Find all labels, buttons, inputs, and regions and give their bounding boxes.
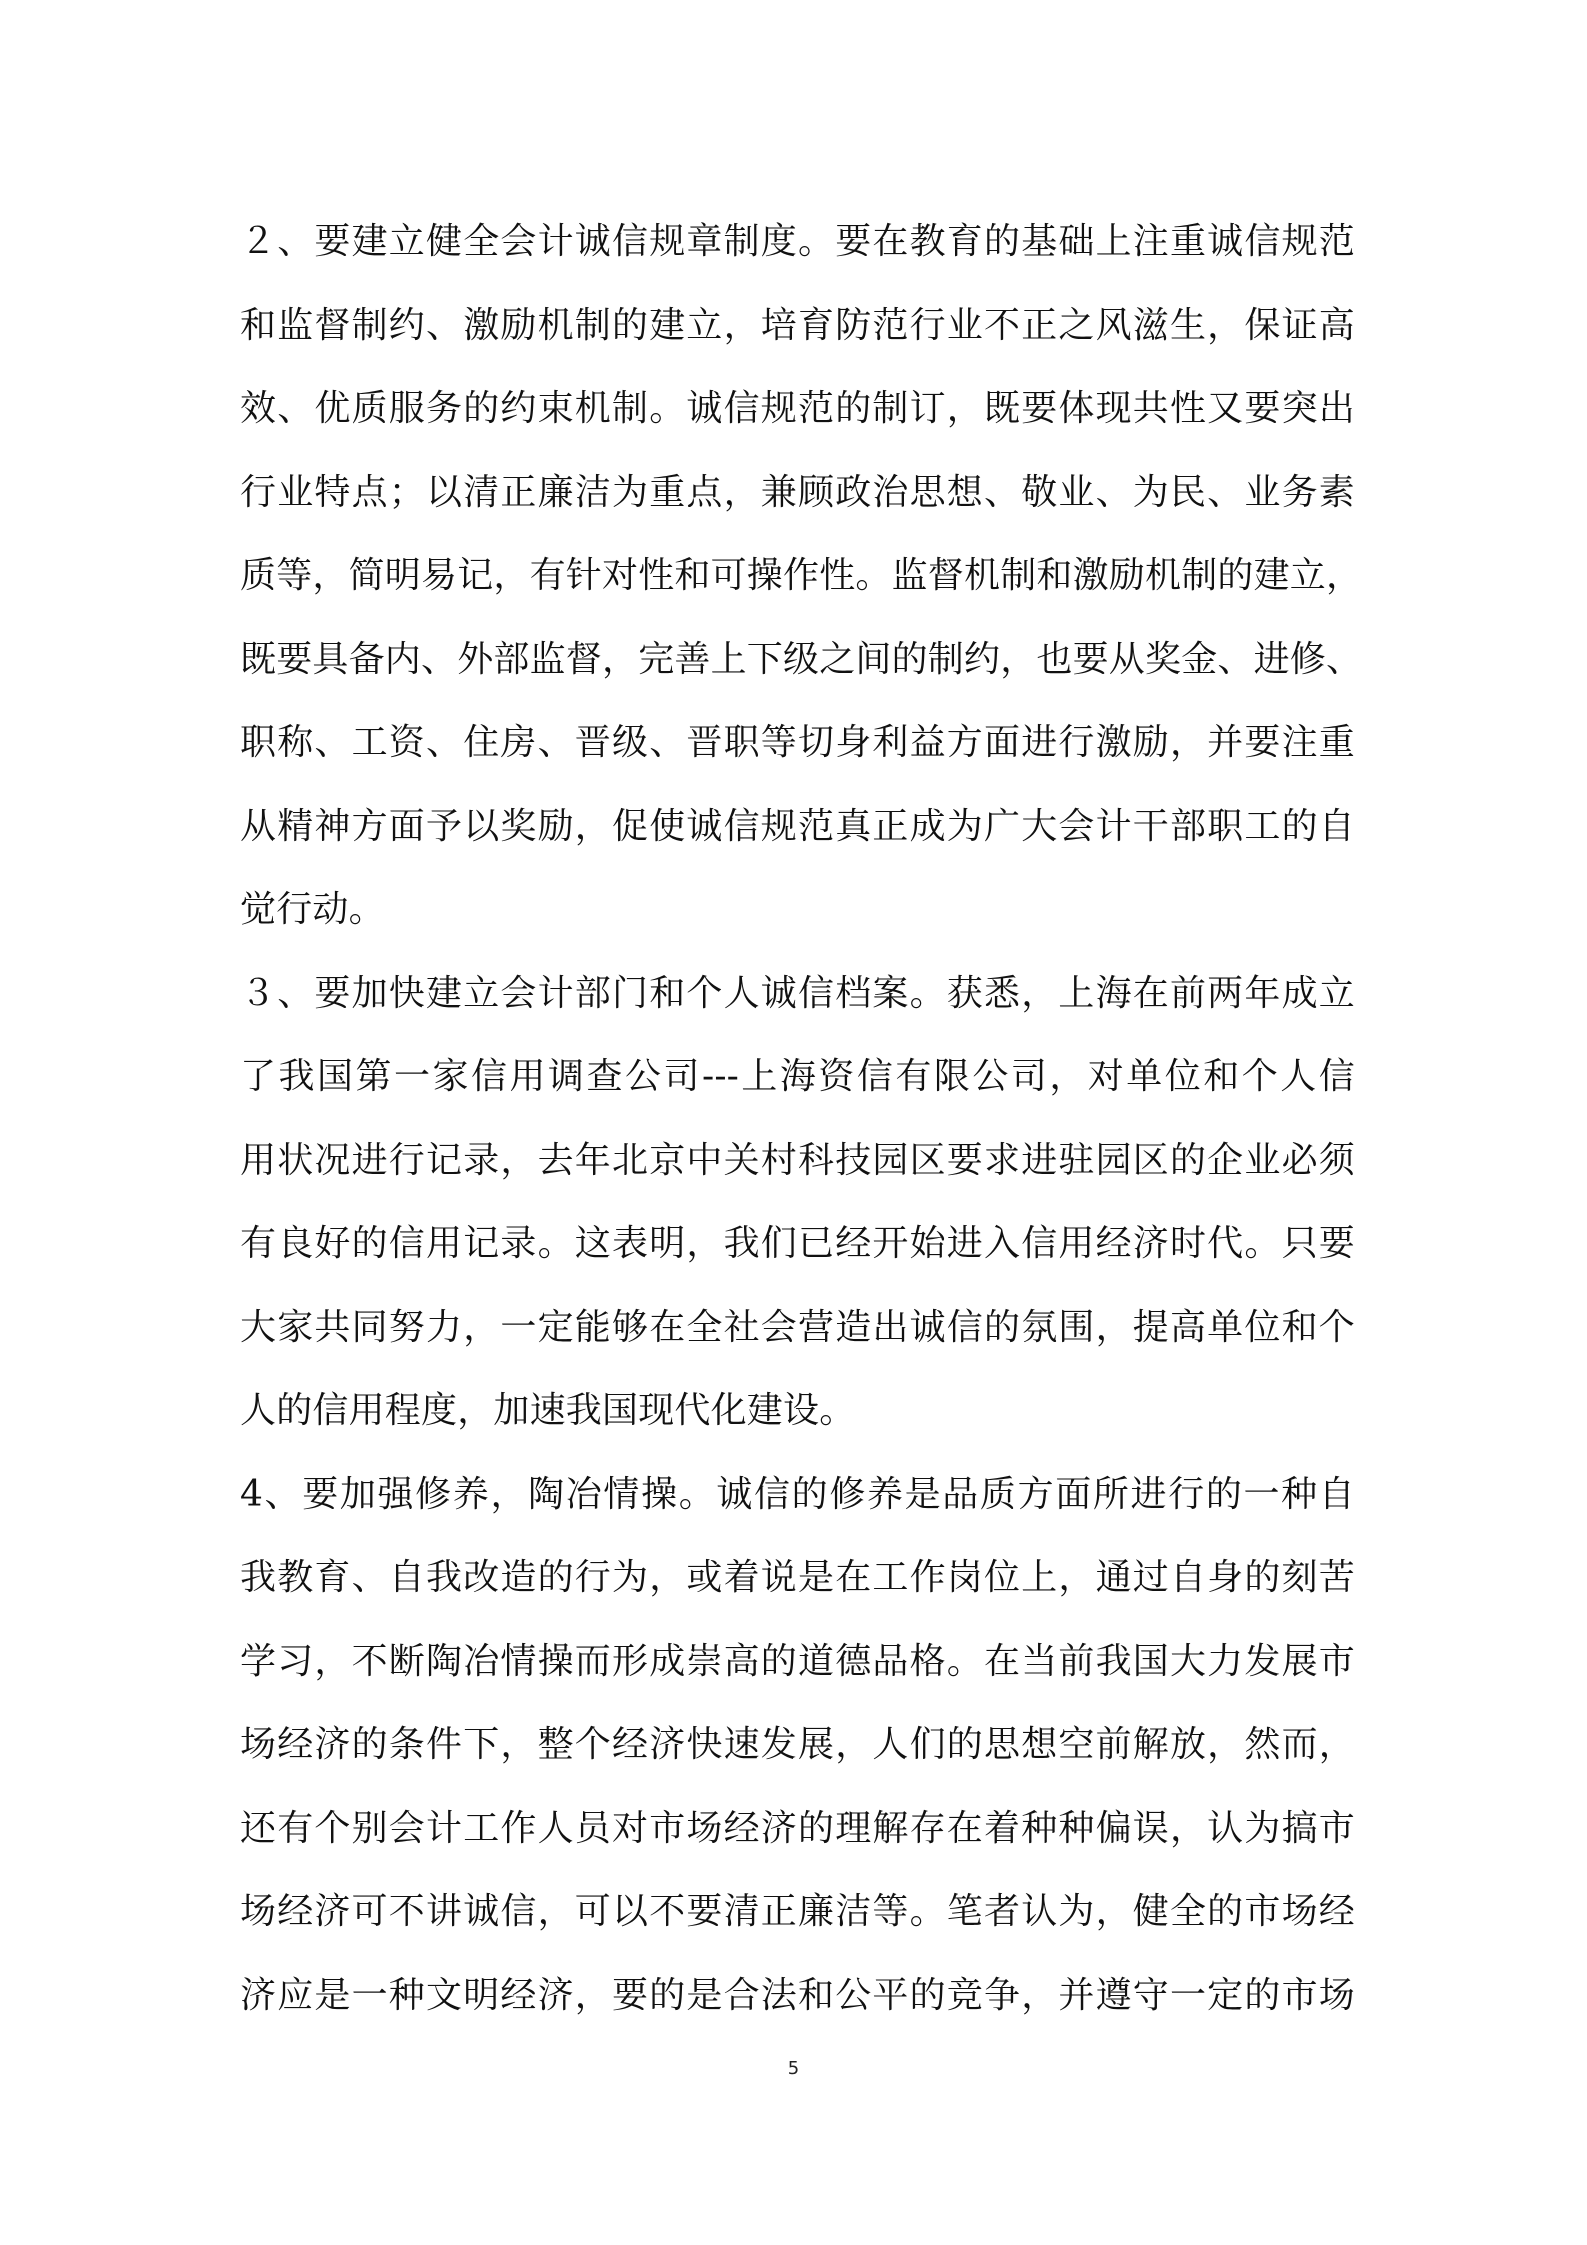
text-line: 学习，不断陶冶情操而形成崇高的道德品格。在当前我国大力发展市 [240, 1640, 1355, 1682]
text-line: 济应是一种文明经济，要的是合法和公平的竞争，并遵守一定的市场 [240, 1974, 1355, 2016]
text-line: ３、要加快建立会计部门和个人诚信档案。获悉，上海在前两年成立 [240, 972, 1355, 1014]
text-line: 场经济的条件下，整个经济快速发展，人们的思想空前解放，然而， [240, 1724, 1355, 1765]
text-line: 从精神方面予以奖励，促使诚信规范真正成为广大会计干部职工的自 [240, 805, 1355, 847]
text-line: 既要具备内、外部监督，完善上下级之间的制约，也要从奖金、进修、 [240, 638, 1363, 680]
text-line: 人的信用程度，加速我国现代化建设。 [240, 1390, 856, 1431]
text-line: ２、要建立健全会计诚信规章制度。要在教育的基础上注重诚信规范 [240, 221, 1355, 262]
text-line: 4、要加强修养，陶冶情操。诚信的修养是品质方面所进行的一种自 [240, 1473, 1355, 1515]
text-line: 和监督制约、激励机制的建立，培育防范行业不正之风滋生，保证高 [240, 304, 1355, 346]
text-line: 效、优质服务的约束机制。诚信规范的制订，既要体现共性又要突出 [240, 388, 1355, 429]
text-line: 还有个别会计工作人员对市场经济的理解存在着种种偏误，认为搞市 [240, 1807, 1355, 1849]
page-number: 5 [787, 2058, 800, 2079]
text-line: 场经济可不讲诚信，可以不要清正廉洁等。笔者认为，健全的市场经 [240, 1891, 1355, 1932]
text-line: 职称、工资、住房、晋级、晋职等切身利益方面进行激励，并要注重 [240, 722, 1355, 763]
text-line: 有良好的信用记录。这表明，我们已经开始进入信用经济时代。只要 [240, 1223, 1355, 1264]
text-line: 我教育、自我改造的行为，或着说是在工作岗位上，通过自身的刻苦 [240, 1557, 1355, 1598]
paragraph-3 [240, 952, 1355, 1453]
text-line: 行业特点；以清正廉洁为重点，兼顾政治思想、敬业、为民、业务素 [240, 471, 1355, 513]
paragraph-2 [240, 200, 1363, 952]
paragraph-4 [240, 1453, 1355, 2038]
text-line: 大家共同努力，一定能够在全社会营造出诚信的氛围，提高单位和个 [240, 1306, 1355, 1348]
text-line: 了我国第一家信用调查公司---上海资信有限公司，对单位和个人信 [240, 1056, 1355, 1097]
text-line: 觉行动。 [240, 889, 385, 930]
text-line: 质等，简明易记，有针对性和可操作性。监督机制和激励机制的建立， [240, 555, 1363, 596]
body-text [240, 200, 1363, 2037]
text-line: 用状况进行记录，去年北京中关村科技园区要求进驻园区的企业必须 [240, 1139, 1355, 1181]
